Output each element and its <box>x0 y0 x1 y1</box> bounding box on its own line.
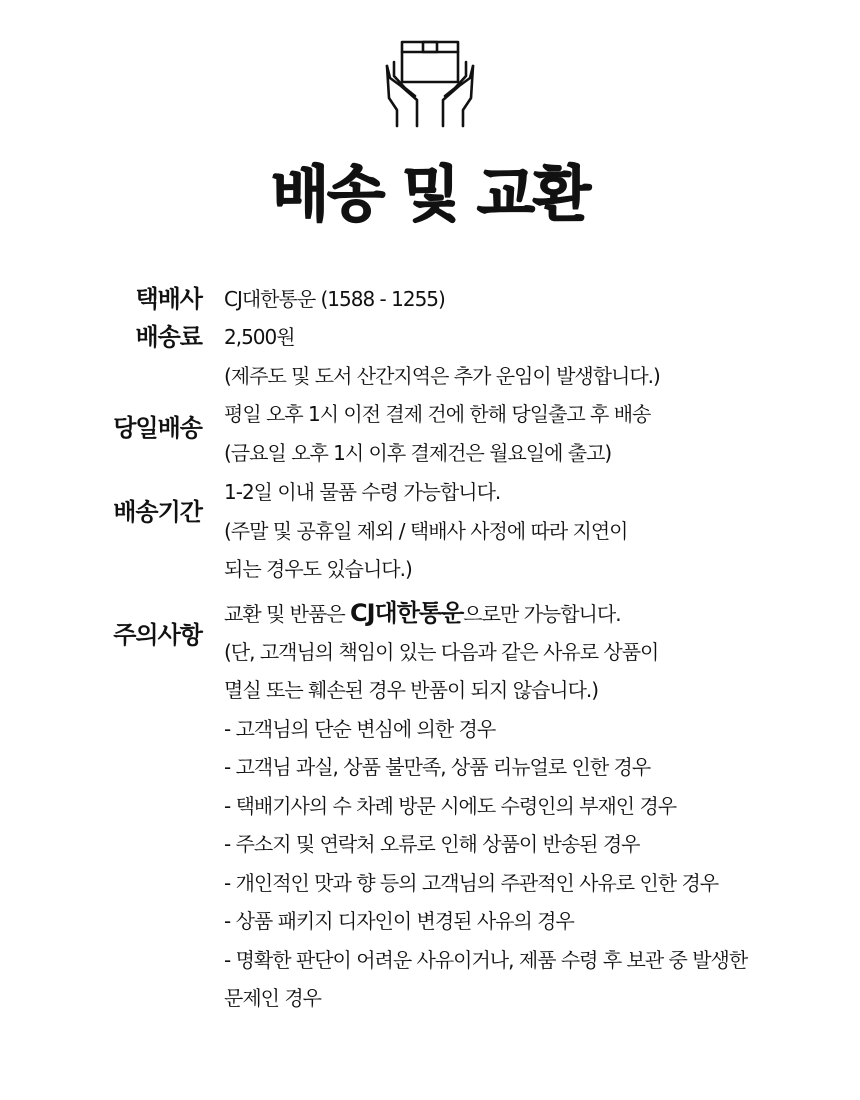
same-day-line: (금요일 오후 1시 이후 결제건은 월요일에 출고) <box>224 440 612 465</box>
courier-brand: CJ대한통운 <box>350 599 464 627</box>
notice-intro-suffix: 으로만 가능합니다. <box>463 602 621 626</box>
fee-note: (제주도 및 도서 산간지역은 추가 운임이 발생합니다.) <box>224 363 660 388</box>
notice-line: - 상품 패키지 디자인이 변경된 사유의 경우 <box>224 909 574 933</box>
period-line: (주말 및 공휴일 제외 / 택배사 사정에 따라 지연이 <box>224 518 628 543</box>
notice-line: 문제인 경우 <box>224 986 321 1010</box>
notice-label: 주의사항 <box>113 621 202 649</box>
same-day-content <box>224 395 824 472</box>
notice-line: - 택배기사의 수 차례 방문 시에도 수령인의 부재인 경우 <box>224 793 677 818</box>
notice-line: - 고객님의 단순 변심에 의한 경우 <box>224 716 496 741</box>
same-day-line: 평일 오후 1시 이전 결제 건에 한해 당일출고 후 배송 <box>224 402 651 426</box>
courier-content <box>224 280 824 319</box>
courier-label: 택배사 <box>135 285 202 313</box>
fee-value: 2,500원 <box>224 325 295 349</box>
notice-content <box>224 594 824 1018</box>
courier-value: CJ대한통운 (1588 - 1255) <box>224 287 445 311</box>
same-day-label: 당일배송 <box>113 414 202 442</box>
period-label: 배송기간 <box>113 498 202 526</box>
notice-intro <box>224 594 824 633</box>
period-line: 되는 경우도 있습니다.) <box>224 557 412 581</box>
fee-content <box>224 318 824 395</box>
box-in-hands-icon <box>385 38 475 130</box>
notice-intro-prefix: 교환 및 반품은 <box>224 602 350 626</box>
notice-line: - 고객님 과실, 상품 불만족, 상품 리뉴얼로 인한 경우 <box>224 755 651 779</box>
period-content <box>224 473 824 589</box>
period-line: 1-2일 이내 물품 수령 가능합니다. <box>224 480 501 504</box>
notice-line: (단, 고객님의 책임이 있는 다음과 같은 사유로 상품이 <box>224 639 659 664</box>
notice-line: - 주소지 및 연락처 오류로 인해 상품이 반송된 경우 <box>224 832 640 856</box>
notice-line: 멸실 또는 훼손된 경우 반품이 되지 않습니다.) <box>224 678 599 702</box>
notice-line: - 개인적인 맛과 향 등의 고객님의 주관적인 사유로 인한 경우 <box>224 870 719 895</box>
fee-label: 배송료 <box>135 323 202 351</box>
page-title: 배송 및 교환 <box>271 160 589 230</box>
notice-line: - 명확한 판단이 어려운 사유이거나, 제품 수령 후 보관 중 발생한 <box>224 947 748 972</box>
